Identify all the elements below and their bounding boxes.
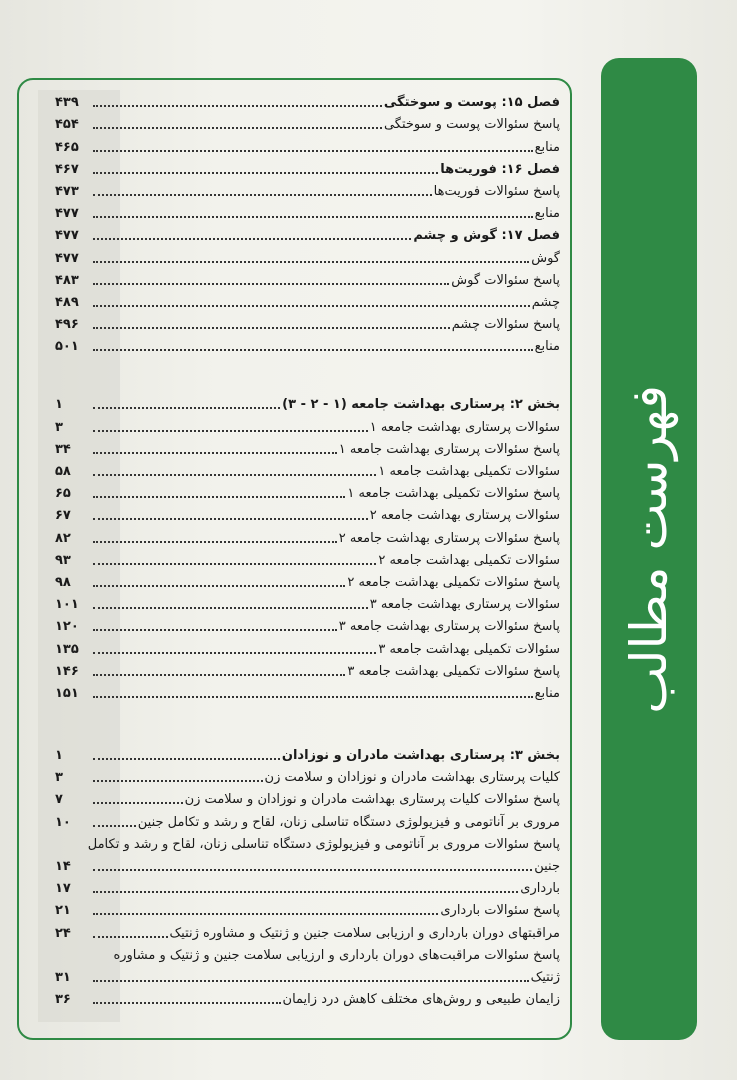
toc-row[interactable]: ژنتیک ۳۱ — [55, 969, 560, 985]
toc-row[interactable]: گوش ۴۷۷ — [55, 250, 560, 266]
toc-row[interactable]: زایمان طبیعی و روش‌های مختلف کاهش درد زایمان ۳۶ — [55, 992, 560, 1008]
toc-row[interactable]: جنین ۱۴ — [55, 859, 560, 874]
toc-row[interactable]: پاسخ سئوالات پرستاری بهداشت جامعه ۱ ۳۴ — [55, 441, 560, 457]
toc-row-continued[interactable]: پاسخ سئوالات مراقبت‌های دوران بارداری و ارزیابی سلامت جنین و ژنتیک و مشاوره — [113, 947, 560, 963]
toc-section-3 — [55, 741, 560, 1007]
section-heading[interactable]: بخش ۳: پرستاری بهداشت مادران و نوزادان ۱ — [55, 748, 560, 764]
toc-row-continued[interactable]: پاسخ سئوالات مروری بر آناتومی و فیزیولوژی دستگاه تناسلی زنان، لقاح و رشد و تکامل — [87, 836, 560, 852]
toc-row[interactable]: کلیات پرستاری بهداشت مادران و نوزادان و سلامت زن ۳ — [55, 770, 560, 786]
table-of-contents — [55, 88, 560, 1007]
toc-row[interactable]: مروری بر آناتومی و فیزیولوژی دستگاه تناسلی زنان، لقاح و رشد و تکامل جنین ۱۰ — [55, 814, 560, 830]
toc-row[interactable]: منابع ۴۶۵ — [55, 139, 560, 155]
toc-row[interactable]: چشم ۴۸۹ — [55, 294, 560, 310]
toc-row[interactable]: سئوالات پرستاری بهداشت جامعه ۳ ۱۰۱ — [55, 597, 560, 613]
toc-row[interactable]: پاسخ سئوالات تکمیلی بهداشت جامعه ۳ ۱۴۶ — [55, 663, 560, 679]
toc-row[interactable]: پاسخ سئوالات تکمیلی بهداشت جامعه ۱ ۶۵ — [55, 486, 560, 502]
toc-row[interactable]: مراقبتهای دوران بارداری و ارزیابی سلامت جنین و ژنتیک و مشاوره ژنتیک ۲۴ — [55, 925, 560, 941]
toc-section-2 — [55, 390, 560, 701]
toc-row[interactable]: سئوالات تکمیلی بهداشت جامعه ۳ ۱۳۵ — [55, 641, 560, 657]
section-heading[interactable]: بخش ۲: پرستاری بهداشت جامعه (۱ - ۲ - ۳) ۱ — [55, 397, 560, 413]
toc-row[interactable]: پاسخ سئوالات چشم ۴۹۶ — [55, 317, 560, 333]
toc-row[interactable]: منابع ۴۷۷ — [55, 206, 560, 222]
toc-row[interactable]: سئوالات پرستاری بهداشت جامعه ۲ ۶۷ — [55, 508, 560, 524]
toc-row[interactable]: پاسخ سئوالات فوریت‌ها ۴۷۳ — [55, 183, 560, 199]
toc-row[interactable]: پاسخ سئوالات پوست و سوختگی ۴۵۴ — [55, 117, 560, 133]
toc-row[interactable]: سئوالات تکمیلی بهداشت جامعه ۲ ۹۳ — [55, 552, 560, 568]
toc-row[interactable]: سئوالات تکمیلی بهداشت جامعه ۱ ۵۸ — [55, 464, 560, 479]
toc-row[interactable]: پاسخ سئوالات پرستاری بهداشت جامعه ۲ ۸۲ — [55, 530, 560, 546]
toc-row[interactable]: سئوالات پرستاری بهداشت جامعه ۱ ۳ — [55, 419, 560, 435]
toc-row[interactable]: پاسخ سئوالات گوش ۴۸۳ — [55, 272, 560, 288]
toc-row[interactable]: منابع ۱۵۱ — [55, 685, 560, 701]
toc-row[interactable]: پاسخ سئوالات بارداری ۲۱ — [55, 903, 560, 919]
toc-row[interactable]: پاسخ سئوالات پرستاری بهداشت جامعه ۳ ۱۲۰ — [55, 619, 560, 635]
toc-row[interactable]: منابع ۵۰۱ — [55, 339, 560, 355]
toc-row[interactable]: پاسخ سئوالات کلیات پرستاری بهداشت مادران و نوزادان و سلامت زن ۷ — [55, 792, 560, 808]
toc-row[interactable]: فصل ۱۷: گوش و چشم ۴۷۷ — [55, 228, 560, 244]
toc-row[interactable]: پاسخ سئوالات تکمیلی بهداشت جامعه ۲ ۹۸ — [55, 574, 560, 590]
toc-row[interactable]: فصل ۱۶: فوریت‌ها ۴۶۷ — [55, 161, 560, 177]
toc-section-1 — [55, 88, 560, 354]
toc-title: فهرست مطالب — [620, 384, 678, 714]
toc-title-tab — [601, 58, 697, 1040]
toc-row[interactable]: فصل ۱۵: پوست و سوختگی ۴۳۹ — [55, 95, 560, 111]
toc-row[interactable]: بارداری ۱۷ — [55, 881, 560, 897]
